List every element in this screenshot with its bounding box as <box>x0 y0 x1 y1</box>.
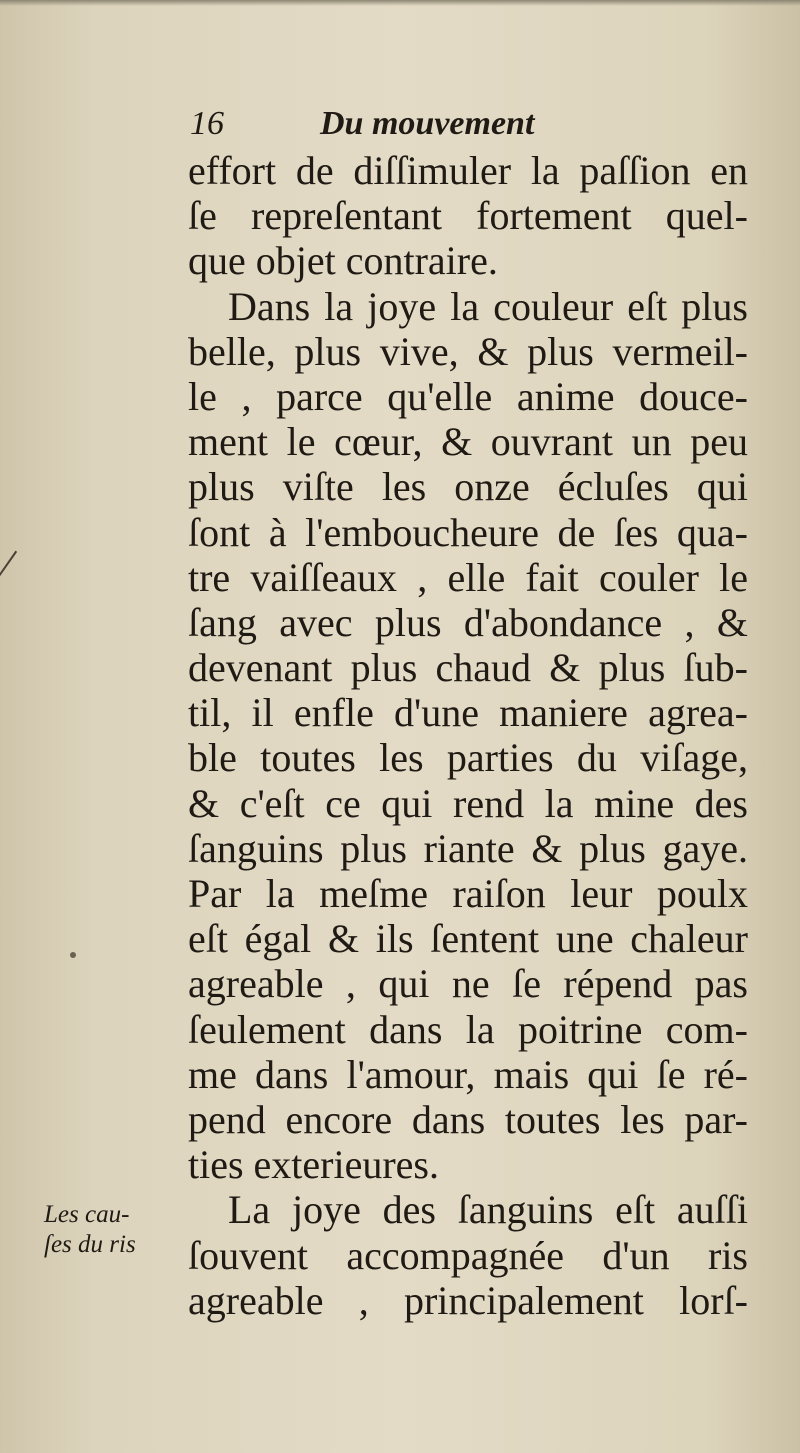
text-line: agreable , principalement lorſ- <box>188 1277 748 1323</box>
text-line: Dans la joye la couleur eſt plus <box>228 283 748 329</box>
text-line: effort de diſſimuler la paſſion en <box>188 148 748 193</box>
page-number: 16 <box>190 105 224 142</box>
text-line: Par la meſme raiſon leur poulx <box>188 871 748 916</box>
text-line: & c'eſt ce qui rend la mine des <box>188 780 748 826</box>
text-line: La joye des ſanguins eſt auſſi <box>228 1187 748 1233</box>
text-line: agreable , qui ne ſe répend pas <box>188 961 748 1007</box>
ink-stroke <box>0 551 17 582</box>
page-top-edge <box>0 0 800 6</box>
text-line: belle, plus vive, & plus vermeil- <box>188 328 748 374</box>
text-line: que objet contraire. <box>188 238 498 284</box>
text-line: ſang avec plus d'abondance , & <box>188 599 748 645</box>
text-line: pend encore dans toutes les par- <box>188 1096 748 1142</box>
text-line: ſanguins plus riante & plus gaye. <box>188 825 748 871</box>
text-line: ſont à l'emboucheure de ſes qua- <box>188 509 748 555</box>
margin-note-line: ſes du ris <box>44 1231 136 1258</box>
text-line: plus viſte les onze écluſes qui <box>188 464 748 510</box>
text-line: le , parce qu'elle anime douce- <box>188 373 748 419</box>
text-line: ſouvent accompagnée d'un ris <box>188 1232 748 1278</box>
text-line: ſe repreſentant fortement quel- <box>188 193 748 239</box>
text-line: ſeulement dans la poitrine com- <box>188 1006 748 1052</box>
text-line: me dans l'amour, mais qui ſe ré- <box>188 1051 748 1097</box>
body-text <box>188 148 748 1323</box>
text-line: tre vaiſſeaux , elle fait couler le <box>188 554 748 600</box>
text-line: ble toutes les parties du viſage, <box>188 735 748 781</box>
text-line: devenant plus chaud & plus ſub- <box>188 645 748 691</box>
text-line: eſt égal & ils ſentent une chaleur <box>188 916 748 962</box>
margin-note-line: Les cau- <box>44 1201 130 1228</box>
text-line: ties exterieures. <box>188 1142 439 1188</box>
ink-dot <box>70 952 76 958</box>
running-title: Du mouvement <box>320 105 535 142</box>
running-header <box>190 100 750 148</box>
text-line: til, il enfle d'une maniere agrea- <box>188 690 748 736</box>
text-line: ment le cœur, & ouvrant un peu <box>188 419 748 465</box>
margin-note <box>44 1200 184 1260</box>
